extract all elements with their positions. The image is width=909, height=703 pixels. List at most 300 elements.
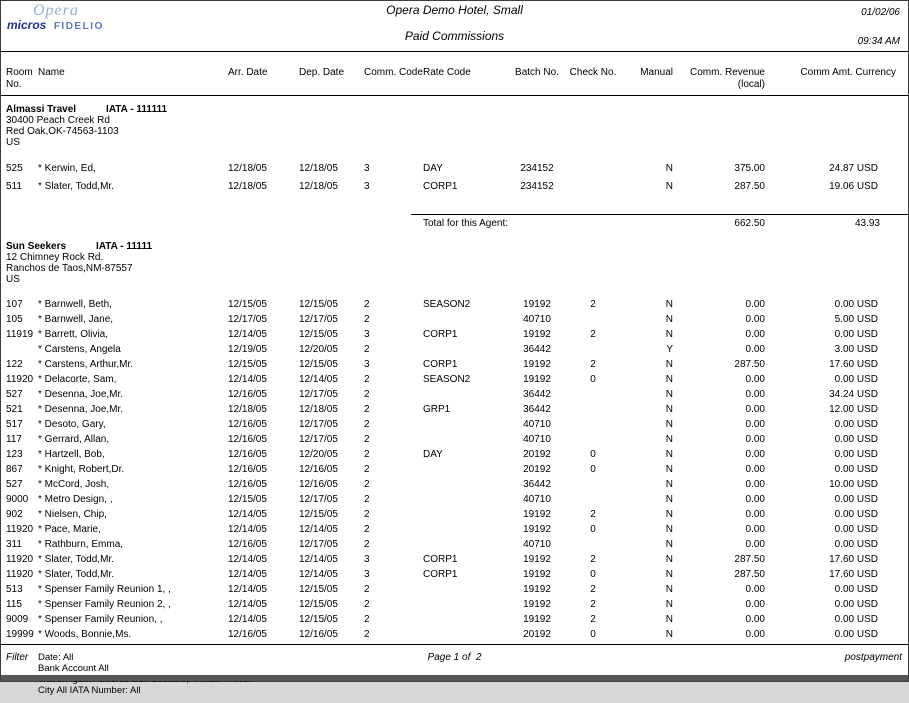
comm-amount: 24.87 USD xyxy=(829,163,878,174)
comm-code: 3 xyxy=(364,163,370,174)
guest-name: * Hartzell, Bob, xyxy=(38,448,105,460)
arr-date: 12/16/05 xyxy=(228,463,267,475)
batch-no: 36442 xyxy=(523,403,551,415)
col-header-batch-no xyxy=(507,52,567,95)
rate-code xyxy=(411,507,507,522)
col-header-room-no xyxy=(1,52,33,95)
dep-date: 12/16/05 xyxy=(299,463,338,475)
comm-amount: 0.00 USD xyxy=(834,463,878,475)
table-row xyxy=(1,477,908,492)
agent-address-line: Ranchos de Taos,NM-87557 xyxy=(6,262,133,274)
col-header-line: Arr. Date xyxy=(228,67,268,78)
comm-revenue: 0.00 xyxy=(745,343,765,355)
room-no: 902 xyxy=(6,508,23,520)
guest-name: * Delacorte, Sam, xyxy=(38,373,117,385)
comm-revenue: 0.00 xyxy=(745,583,765,595)
report-date: 01/02/06 xyxy=(861,7,900,18)
table-row xyxy=(1,537,908,552)
filter-line: City All IATA Number: All xyxy=(38,684,141,696)
guest-name: * Nielsen, Chip, xyxy=(38,508,107,520)
check-no xyxy=(567,342,619,357)
comm-amount: 0.00 USD xyxy=(834,328,878,340)
agent-total-label: Total for this Agent: xyxy=(411,214,619,233)
comm-amount: 0.00 USD xyxy=(834,493,878,505)
guest-name: * Knight, Robert,Dr. xyxy=(38,463,125,475)
manual-flag: N xyxy=(665,508,673,520)
agent-iata: IATA - 111111 xyxy=(106,103,168,115)
comm-amount: 0.00 USD xyxy=(834,433,878,445)
check-no xyxy=(567,537,619,552)
col-header-comm-revenue xyxy=(677,52,767,95)
manual-flag: N xyxy=(665,628,673,640)
table-row xyxy=(1,327,908,342)
comm-revenue: 0.00 xyxy=(745,478,765,490)
comm-amount: 0.00 USD xyxy=(834,448,878,460)
dep-date: 12/15/05 xyxy=(299,613,338,625)
col-header-guest-name xyxy=(33,52,223,95)
col-header-line: No. xyxy=(6,79,22,90)
arr-date: 12/15/05 xyxy=(228,298,267,310)
check-no: 0 xyxy=(590,373,596,385)
room-no: 9009 xyxy=(6,613,29,625)
comm-code: 3 xyxy=(364,328,370,340)
batch-no: 20192 xyxy=(523,628,551,640)
table-row xyxy=(1,387,908,402)
guest-name: * McCord, Josh, xyxy=(38,478,110,490)
manual-flag: N xyxy=(665,613,673,625)
comm-revenue: 0.00 xyxy=(745,373,765,385)
batch-no: 40710 xyxy=(523,493,551,505)
table-row xyxy=(1,627,908,642)
comm-amount: 10.00 USD xyxy=(829,478,878,490)
column-header-row xyxy=(1,52,908,95)
table-row xyxy=(1,612,908,627)
comm-revenue: 287.50 xyxy=(734,553,765,565)
rate-code xyxy=(411,387,507,402)
dep-date: 12/20/05 xyxy=(299,448,338,460)
arr-date: 12/14/05 xyxy=(228,613,267,625)
room-no: 11920 xyxy=(6,553,34,565)
comm-amount: 0.00 USD xyxy=(834,538,878,550)
batch-no: 20192 xyxy=(523,463,551,475)
batch-no: 19192 xyxy=(523,598,551,610)
dep-date: 12/17/05 xyxy=(299,418,338,430)
table-row xyxy=(1,312,908,327)
check-no: 2 xyxy=(590,613,596,625)
batch-no: 19192 xyxy=(523,508,551,520)
comm-revenue: 0.00 xyxy=(745,298,765,310)
batch-no: 40710 xyxy=(523,538,551,550)
room-no: 11919 xyxy=(6,328,34,340)
check-no: 0 xyxy=(590,463,596,475)
check-no xyxy=(567,402,619,417)
agent-header xyxy=(6,104,908,115)
table-row xyxy=(1,432,908,447)
table-row xyxy=(1,492,908,507)
rate-code: CORP1 xyxy=(423,181,458,192)
col-header-line: Comm Amt. Currency xyxy=(800,67,896,78)
rate-code xyxy=(411,432,507,447)
rate-code: DAY xyxy=(423,163,443,174)
batch-no: 234152 xyxy=(520,181,554,192)
manual-flag: N xyxy=(665,358,673,370)
comm-amount: 0.00 USD xyxy=(834,298,878,310)
guest-name: * Woods, Bonnie,Ms. xyxy=(38,628,132,640)
check-no: 0 xyxy=(590,523,596,535)
dep-date: 12/18/05 xyxy=(299,163,338,174)
arr-date: 12/18/05 xyxy=(228,403,267,415)
rate-code xyxy=(411,522,507,537)
check-no: 2 xyxy=(590,598,596,610)
batch-no: 40710 xyxy=(523,418,551,430)
manual-flag: N xyxy=(665,583,673,595)
comm-amount: 0.00 USD xyxy=(834,583,878,595)
dep-date: 12/17/05 xyxy=(299,433,338,445)
dep-date: 12/16/05 xyxy=(299,628,338,640)
comm-revenue: 0.00 xyxy=(745,538,765,550)
rate-code xyxy=(411,462,507,477)
comm-revenue: 0.00 xyxy=(745,598,765,610)
room-no: 11920 xyxy=(6,568,34,580)
rate-code: CORP1 xyxy=(423,328,458,340)
dep-date: 12/17/05 xyxy=(299,538,338,550)
manual-flag: N xyxy=(665,181,673,192)
report-footer xyxy=(1,645,908,703)
report-file-name: postpayment xyxy=(844,651,902,663)
room-no: 105 xyxy=(6,313,23,325)
comm-code: 2 xyxy=(364,388,370,400)
report-header xyxy=(1,1,908,52)
fidelio-logo: FIDELIO xyxy=(53,21,104,32)
manual-flag: N xyxy=(665,373,673,385)
hotel-title: Opera Demo Hotel, Small xyxy=(386,3,523,17)
comm-code: 2 xyxy=(364,433,370,445)
table-row xyxy=(1,507,908,522)
comm-code: 2 xyxy=(364,523,370,535)
comm-revenue: 0.00 xyxy=(745,328,765,340)
check-no xyxy=(567,477,619,492)
manual-flag: N xyxy=(665,403,673,415)
arr-date: 12/18/05 xyxy=(228,181,267,192)
comm-revenue: 287.50 xyxy=(734,568,765,580)
table-row xyxy=(1,160,908,178)
table-row xyxy=(1,582,908,597)
dep-date: 12/18/05 xyxy=(299,181,338,192)
comm-amount: 0.00 USD xyxy=(834,523,878,535)
guest-name: * Desenna, Joe,Mr. xyxy=(38,403,124,415)
comm-amount: 0.00 USD xyxy=(834,628,878,640)
col-header-rate-code xyxy=(411,52,507,95)
rate-code: SEASON2 xyxy=(423,373,471,385)
rate-code xyxy=(411,597,507,612)
agent-total-row xyxy=(1,214,908,233)
check-no: 0 xyxy=(590,628,596,640)
agent-block xyxy=(1,241,908,642)
comm-revenue: 287.50 xyxy=(734,358,765,370)
check-no xyxy=(567,387,619,402)
arr-date: 12/14/05 xyxy=(228,553,267,565)
check-no: 0 xyxy=(590,568,596,580)
comm-code: 3 xyxy=(364,181,370,192)
agent-address-line: US xyxy=(6,136,20,148)
dep-date: 12/14/05 xyxy=(299,373,338,385)
manual-flag: N xyxy=(665,463,673,475)
check-no: 2 xyxy=(590,583,596,595)
batch-no: 19192 xyxy=(523,358,551,370)
comm-amount: 19.06 USD xyxy=(829,181,878,192)
comm-code: 2 xyxy=(364,418,370,430)
check-no xyxy=(567,492,619,507)
col-header-dep-date xyxy=(294,52,361,95)
room-no: 513 xyxy=(6,583,23,595)
arr-date: 12/17/05 xyxy=(228,313,267,325)
comm-revenue: 0.00 xyxy=(745,388,765,400)
room-no: 11920 xyxy=(6,373,34,385)
arr-date: 12/16/05 xyxy=(228,478,267,490)
room-no xyxy=(1,342,33,357)
guest-name: * Spenser Family Reunion 1, , xyxy=(38,583,171,595)
batch-no: 19192 xyxy=(523,328,551,340)
comm-revenue: 0.00 xyxy=(745,418,765,430)
check-no: 0 xyxy=(590,448,596,460)
comm-amount: 0.00 USD xyxy=(834,613,878,625)
rate-code xyxy=(411,582,507,597)
table-row xyxy=(1,357,908,372)
guest-name: * Gerrard, Allan, xyxy=(38,433,110,445)
arr-date: 12/16/05 xyxy=(228,433,267,445)
comm-amount: 34.24 USD xyxy=(829,388,878,400)
guest-name: * Spenser Family Reunion, , xyxy=(38,613,163,625)
manual-flag: N xyxy=(665,418,673,430)
comm-code: 2 xyxy=(364,373,370,385)
agent-address-line: 12 Chimney Rock Rd. xyxy=(6,251,104,263)
dep-date: 12/17/05 xyxy=(299,388,338,400)
filter-label: Filter xyxy=(6,651,29,663)
guest-name: * Desoto, Gary, xyxy=(38,418,106,430)
comm-revenue: 0.00 xyxy=(745,613,765,625)
guest-name: * Barnwell, Beth, xyxy=(38,298,112,310)
manual-flag: N xyxy=(665,433,673,445)
table-row xyxy=(1,417,908,432)
dep-date: 12/17/05 xyxy=(299,493,338,505)
rate-code xyxy=(411,627,507,642)
table-row xyxy=(1,462,908,477)
dep-date: 12/20/05 xyxy=(299,343,338,355)
guest-name: * Metro Design, , xyxy=(38,493,113,505)
agent-name: Sun Seekers xyxy=(6,240,67,252)
col-header-arr-date xyxy=(223,52,294,95)
comm-code: 2 xyxy=(364,583,370,595)
comm-amount: 12.00 USD xyxy=(829,403,878,415)
col-header-line: Rate Code xyxy=(423,67,471,78)
dep-date: 12/15/05 xyxy=(299,508,338,520)
rate-code: CORP1 xyxy=(423,553,458,565)
comm-code: 2 xyxy=(364,538,370,550)
batch-no: 40710 xyxy=(523,313,551,325)
col-header-line: Comm. Revenue xyxy=(689,67,765,78)
manual-flag: N xyxy=(665,388,673,400)
room-no: 867 xyxy=(6,463,23,475)
room-no: 115 xyxy=(6,598,22,610)
batch-no: 36442 xyxy=(523,343,551,355)
report-time: 09:34 AM xyxy=(857,36,900,47)
manual-flag: N xyxy=(665,523,673,535)
batch-no: 19192 xyxy=(523,373,551,385)
rate-code: GRP1 xyxy=(423,403,451,415)
rate-code xyxy=(411,342,507,357)
commission-table xyxy=(1,297,908,642)
guest-name: * Rathburn, Emma, xyxy=(38,538,124,550)
dep-date: 12/15/05 xyxy=(299,298,338,310)
rate-code: CORP1 xyxy=(423,568,458,580)
guest-name: * Slater, Todd,Mr. xyxy=(38,568,114,580)
dep-date: 12/15/05 xyxy=(299,583,338,595)
table-row xyxy=(1,597,908,612)
agent-address xyxy=(6,252,908,285)
dep-date: 12/17/05 xyxy=(299,313,338,325)
guest-name: * Barrett, Olivia, xyxy=(38,328,109,340)
arr-date: 12/14/05 xyxy=(228,598,267,610)
agent-block xyxy=(1,104,908,233)
agent-address-line: Red Oak,OK-74563-1103 xyxy=(6,125,119,137)
comm-revenue: 375.00 xyxy=(734,163,765,174)
batch-no: 36442 xyxy=(523,478,551,490)
dep-date: 12/15/05 xyxy=(299,358,338,370)
agent-iata: IATA - 11111 xyxy=(96,240,153,252)
batch-no: 19192 xyxy=(523,583,551,595)
comm-revenue: 0.00 xyxy=(745,448,765,460)
batch-no: 19192 xyxy=(523,613,551,625)
batch-no: 19192 xyxy=(523,553,551,565)
comm-code: 2 xyxy=(364,448,370,460)
col-header-line: Manual xyxy=(640,67,673,78)
room-no: 527 xyxy=(6,388,23,400)
check-no xyxy=(567,432,619,447)
comm-code: 3 xyxy=(364,568,370,580)
filter-line: Bank Account All xyxy=(38,662,109,674)
room-no: 19999 xyxy=(6,628,34,640)
rate-code: SEASON2 xyxy=(423,298,471,310)
room-no: 11920 xyxy=(6,523,34,535)
arr-date: 12/18/05 xyxy=(228,163,267,174)
arr-date: 12/19/05 xyxy=(228,343,267,355)
col-header-line: (local) xyxy=(737,79,765,90)
comm-revenue: 0.00 xyxy=(745,433,765,445)
guest-name: * Carstens, Arthur,Mr. xyxy=(38,358,134,370)
guest-name: * Slater, Todd,Mr. xyxy=(38,553,114,565)
arr-date: 12/15/05 xyxy=(228,493,267,505)
agent-name: Almassi Travel xyxy=(6,103,77,115)
arr-date: 12/15/05 xyxy=(228,358,267,370)
comm-amount: 0.00 USD xyxy=(834,598,878,610)
room-no: 311 xyxy=(6,538,22,550)
arr-date: 12/14/05 xyxy=(228,328,267,340)
comm-code: 3 xyxy=(364,553,370,565)
comm-revenue: 0.00 xyxy=(745,463,765,475)
comm-code: 2 xyxy=(364,343,370,355)
arr-date: 12/16/05 xyxy=(228,628,267,640)
manual-flag: N xyxy=(665,313,673,325)
rate-code: CORP1 xyxy=(423,358,458,370)
room-no: 117 xyxy=(6,433,22,445)
batch-no: 40710 xyxy=(523,433,551,445)
manual-flag: N xyxy=(665,328,673,340)
comm-revenue: 0.00 xyxy=(745,628,765,640)
comm-amount: 17.60 USD xyxy=(829,358,878,370)
room-no: 511 xyxy=(6,181,22,192)
rate-code: DAY xyxy=(423,448,443,460)
manual-flag: N xyxy=(665,493,673,505)
manual-flag: N xyxy=(665,538,673,550)
room-no: 521 xyxy=(6,403,23,415)
check-no xyxy=(567,312,619,327)
comm-amount: 0.00 USD xyxy=(834,418,878,430)
col-header-comm-code xyxy=(361,52,423,95)
guest-name: * Kerwin, Ed, xyxy=(38,163,96,174)
agent-header xyxy=(6,241,908,252)
guest-name: * Barnwell, Jane, xyxy=(38,313,114,325)
dep-date: 12/18/05 xyxy=(299,403,338,415)
rate-code xyxy=(411,492,507,507)
rate-code xyxy=(411,612,507,627)
dep-date: 12/14/05 xyxy=(299,568,338,580)
arr-date: 12/16/05 xyxy=(228,448,267,460)
page-number: Page 1 of 2 xyxy=(427,651,482,663)
table-row xyxy=(1,342,908,357)
rate-code xyxy=(411,417,507,432)
dep-date: 12/15/05 xyxy=(299,598,338,610)
manual-flag: N xyxy=(665,163,673,174)
table-row xyxy=(1,402,908,417)
window-bottom-bar xyxy=(1,675,908,681)
guest-name: * Carstens, Angela xyxy=(38,343,121,355)
comm-code: 3 xyxy=(364,358,370,370)
dep-date: 12/14/05 xyxy=(299,523,338,535)
manual-flag: N xyxy=(665,598,673,610)
col-header-manual-flag xyxy=(619,52,677,95)
manual-flag: N xyxy=(665,478,673,490)
guest-name: * Spenser Family Reunion 2, , xyxy=(38,598,171,610)
table-row xyxy=(1,552,908,567)
comm-amount: 0.00 USD xyxy=(834,373,878,385)
guest-name: * Desenna, Joe,Mr. xyxy=(38,388,124,400)
arr-date: 12/16/05 xyxy=(228,418,267,430)
rate-code xyxy=(411,537,507,552)
dep-date: 12/16/05 xyxy=(299,478,338,490)
room-no: 527 xyxy=(6,478,23,490)
comm-code: 2 xyxy=(364,463,370,475)
check-no: 2 xyxy=(590,298,596,310)
comm-revenue: 0.00 xyxy=(745,403,765,415)
comm-code: 2 xyxy=(364,298,370,310)
comm-revenue: 0.00 xyxy=(745,493,765,505)
comm-code: 2 xyxy=(364,598,370,610)
comm-amount: 3.00 USD xyxy=(834,343,878,355)
comm-code: 2 xyxy=(364,628,370,640)
manual-flag: N xyxy=(665,448,673,460)
rate-code xyxy=(411,477,507,492)
col-header-check-no xyxy=(567,52,619,95)
arr-date: 12/16/05 xyxy=(228,388,267,400)
arr-date: 12/16/05 xyxy=(228,538,267,550)
manual-flag: N xyxy=(665,553,673,565)
dep-date: 12/14/05 xyxy=(299,553,338,565)
guest-name: * Slater, Todd,Mr. xyxy=(38,181,114,192)
table-row xyxy=(1,522,908,537)
comm-amount: 0.00 USD xyxy=(834,508,878,520)
agent-total-revenue: 662.50 xyxy=(677,214,767,233)
check-no: 2 xyxy=(590,328,596,340)
